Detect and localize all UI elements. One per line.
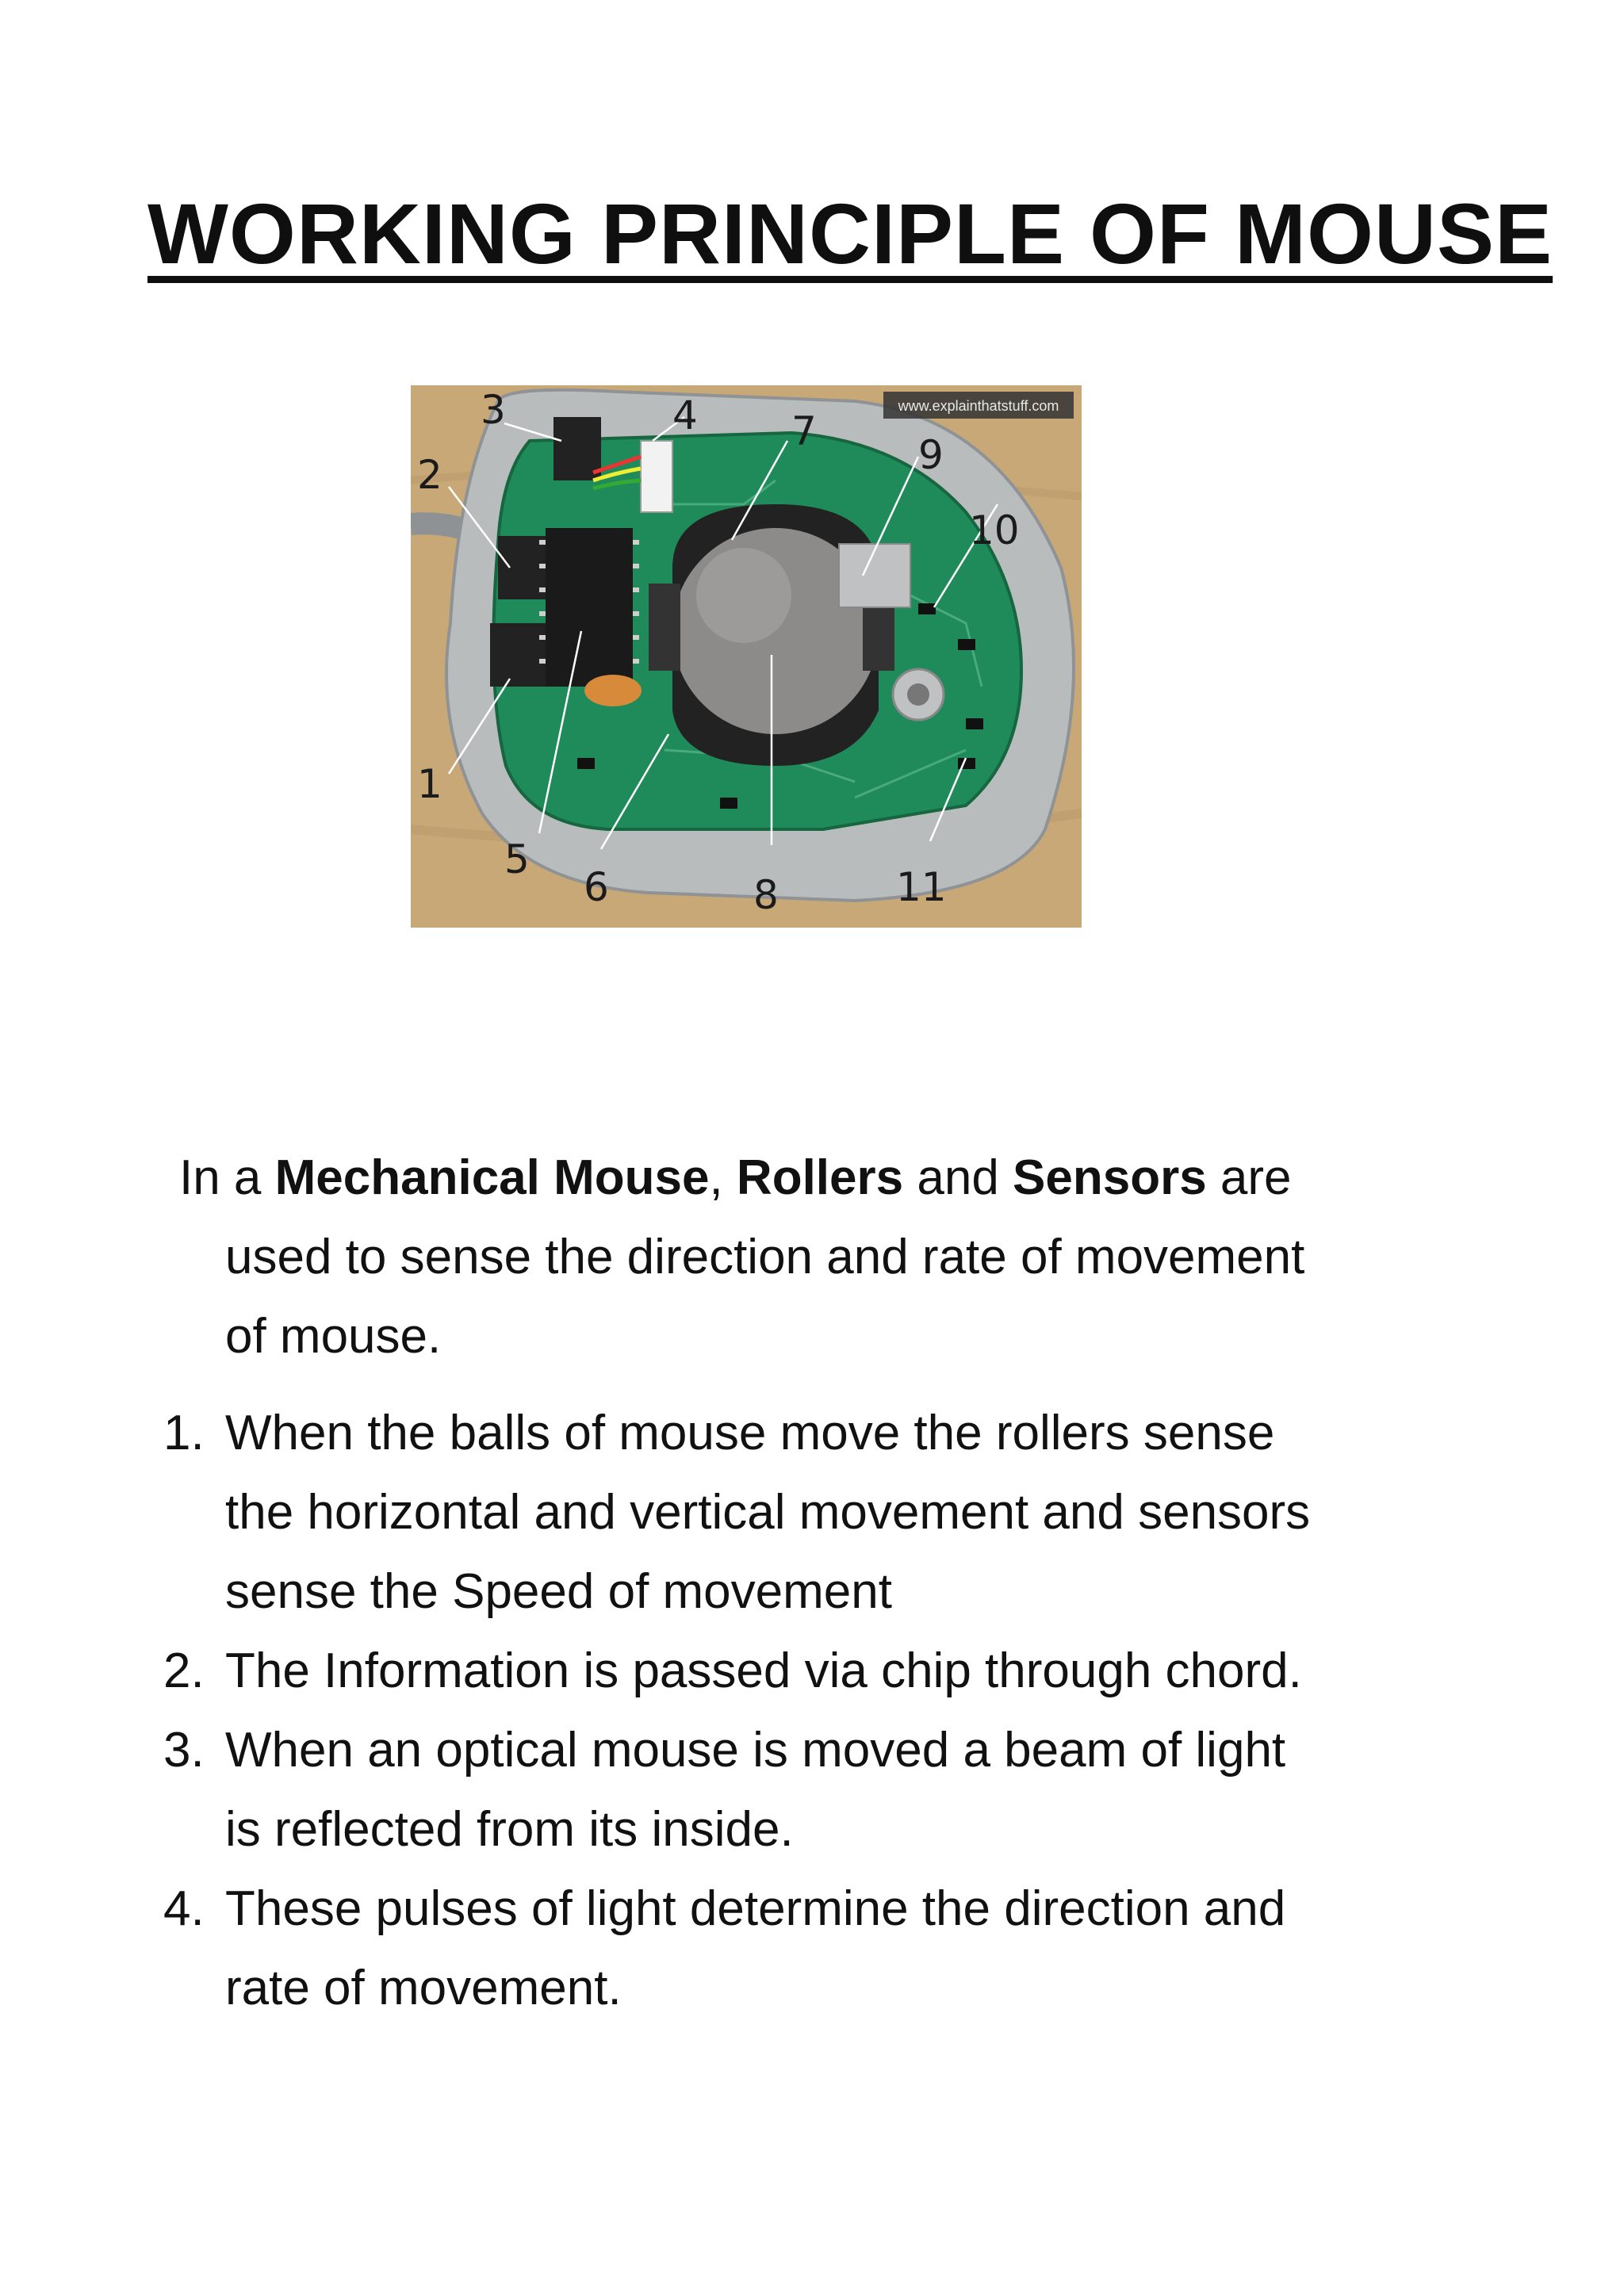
intro-line-1: In a Mechanical Mouse, Rollers and Sensors are <box>179 1150 1292 1205</box>
label-5: 5 <box>504 836 530 882</box>
intro-line-2: used to sense the direction and rate of movement <box>225 1230 1305 1284</box>
label-11: 11 <box>896 864 947 910</box>
term-rollers: Rollers <box>736 1150 904 1205</box>
crystal-oscillator <box>584 675 642 706</box>
roller-left <box>649 584 680 671</box>
term-sensors: Sensors <box>1013 1150 1207 1205</box>
list-number: 2. <box>163 1644 205 1698</box>
label-2: 2 <box>417 452 442 498</box>
list-number: 4. <box>163 1881 205 1936</box>
list-item: 1. When the balls of mouse move the rollers sense the horizontal and vertical movement and sensors sense the Speed of movement <box>163 1394 1496 1632</box>
label-1: 1 <box>417 761 442 807</box>
list-item: 4. These pulses of light determine the direction and rate of movement. <box>163 1869 1496 2028</box>
label-10: 10 <box>969 507 1020 553</box>
watermark-text: www.explainthatstuff.com <box>898 398 1059 414</box>
term-mechanical-mouse: Mechanical Mouse <box>274 1150 710 1205</box>
ic-chip <box>546 528 633 687</box>
intro-paragraph <box>179 1138 1480 1376</box>
watermark <box>883 392 1074 419</box>
label-4: 4 <box>672 392 698 438</box>
label-9: 9 <box>918 432 944 478</box>
wire-connector <box>641 441 672 512</box>
sensor-housing <box>839 544 910 607</box>
list-item: 3. When an optical mouse is moved a beam of light is reflected from its inside. <box>163 1711 1496 1869</box>
switch-bottom <box>490 623 546 687</box>
label-3: 3 <box>481 387 506 433</box>
intro-line-3: of mouse. <box>225 1309 442 1364</box>
label-6: 6 <box>584 864 609 910</box>
mouse-internals-illustration <box>411 385 1082 928</box>
list-number: 1. <box>163 1406 205 1460</box>
label-7: 7 <box>791 408 817 454</box>
label-8: 8 <box>753 872 779 918</box>
numbered-list <box>163 1394 1496 2028</box>
list-item: 2. The Information is passed via chip through chord. <box>163 1632 1496 1711</box>
list-number: 3. <box>163 1723 205 1777</box>
page-title: WORKING PRINCIPLE OF MOUSE <box>147 186 1553 281</box>
mouse-internals-photo <box>411 385 1082 928</box>
